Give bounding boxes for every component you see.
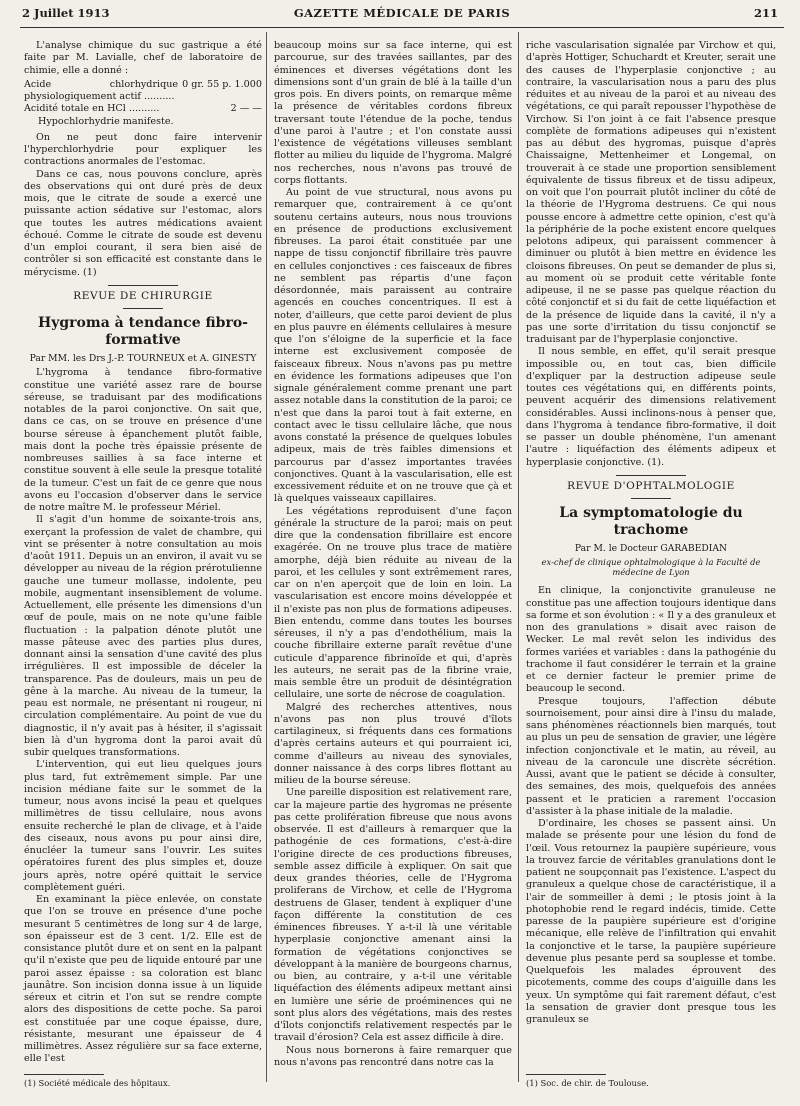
section-heading-ophtalmologie: REVUE D'OPHTALMOLOGIE	[567, 479, 735, 492]
table-label: Acidité totale en HCl ..........	[24, 103, 160, 115]
paragraph: Les végétations reproduisent d'une façon générale la structure de la paroi; mais on peut dire que la condensation fibrillaire est encore exagérée. On ne trouve plus trace de matière amorphe, déjà bien réduite au niveau de la paroi, et les cellules y sont extrêmement rares, car on n'en aperçoit que de loin en loin. La vascularisation est encore moins développée et il n'existe pas non plus de formations adipeuses. Bien entendu, comme dans toutes les bourses séreuses, il n'y a pas d'endothélium, mais la couche fibrillaire externe paraît revêtue d'une cuticule d'apparence fibrinoïde et qui, d'après les auteurs, ne serait pas de la fibrine vraie, mais semble être un produit de désintégration cellulaire, une sorte de nécrose de coagulation.	[274, 505, 512, 701]
article-byline: Par MM. les Drs J.-P. TOURNEUX et A. GINESTY	[29, 353, 257, 364]
paragraph: L'intervention, qui eut lieu quelques jours plus tard, fut extrêmement simple. Par une incision médiane faite sur le sommet de la tumeur, nous avons incisé la peau et quelques millimètres de tissu cellulaire, nous avons ensuite recherché le plan de clivage, et à l'aide des ciseaux, nous avons pu pour ainsi dire, énucléer la tumeur sans l'ouvrir. Les suites opératoires furent des plus simples et, douze jours après, notre opéré quittait le service complètement guéri.	[24, 759, 262, 893]
paragraph: D'ordinaire, les choses se passent ainsi. Un malade se présente pour une lésion du fond de l'œil. Vous retournez la paupière supérieure, vous la trouvez farcie de véritables granulations dont le patient ne soupçonnait pas l'existence. L'aspect du granuleux a quelque chose de caractéristique, il a l'air de sommeiller à demi ; le ptosis joint à la photophobie rend le regard indécis, timide. Cette paresse de la paupière supérieure est d'origine mécanique, elle relève de l'infiltration qui envahit la conjonctive et le tarse, la paupière supérieure devenue plus pesante perd sa souplesse et tombe. Quelquefois les malades éprouvent des picotements, comme des coups d'aiguille dans les yeux. Un symptôme qui fait rarement défaut, c'est la sensation de gravier dont presque tous les granuleux se	[526, 818, 776, 1025]
footnote-col-1	[24, 1074, 262, 1088]
footnote-rule	[24, 1074, 104, 1075]
table-value	[178, 116, 262, 128]
gastric-analysis-table	[24, 79, 262, 128]
section-rule	[123, 308, 163, 309]
author-affiliation: ex-chef de clinique ophtalmologique à la Faculté de médecine de Lyon	[541, 557, 761, 578]
paragraph: Il s'agit d'un homme de soixante-trois ans, exerçant la profession de valet de chambre, qui vint se présenter à notre consultation au mois d'août 1911. Depuis un an environ, il avait vu se développer au niveau de la région prérotulienne gauche une tumeur mollasse, indolente, peu mobile, augmentant insensiblement de volume. Actuellement, elle présente les dimensions d'un œuf de poule, mais on ne note qu'une faible fluctuation : la palpation dénote plutôt une masse pâteuse avec des parties plus dures, donnant ainsi la sensation d'une cavité des plus irrégulières. Il est impossible de déceler la transparence. Pas de douleurs, mais un peu de gêne à la marche. Au niveau de la tumeur, la peau est normale, ne présentant ni rougeur, ni circulation complémentaire. Au point de vue du diagnostic, il n'y avait pas à hésiter, il s'agissait bien là d'un hygroma dont la paroi avait dû subir quelques transformations.	[24, 514, 262, 758]
article-title-trachome: La symptomatologie du trachome	[559, 505, 743, 538]
table-value: 2 — —	[230, 103, 262, 115]
table-label: Hypochlorhydrie manifeste.	[38, 115, 174, 127]
paragraph: Malgré des recherches attentives, nous n'avons pas non plus trouvé d'îlots cartilagineux, si fréquents dans ces formations d'après certains auteurs et qui pourraient ici, comme d'ailleurs au niveau des synoviales, donner naissance à des corps libres flottant au milieu de la bourse séreuse.	[274, 701, 512, 786]
column-1	[24, 40, 262, 1066]
footnote: (1) Société médicale des hôpitaux.	[24, 1078, 171, 1088]
paragraph: Dans ce cas, nous pouvons conclure, après des observations qui ont duré près de deux mois, que le citrate de soude a exercé une puissante action sédative sur l'estomac, alors que toutes les autres médications avaient échoué. Comme le citrate de soude est devenu d'un emploi courant, il sera bien aisé de contrôler si son efficacité est constante dans le mérycisme. (1)	[24, 168, 262, 278]
gastric-analysis-intro: L'analyse chimique du suc gastrique a été faite par M. Lavialle, chef de laboratoire de chimie, elle a donné :	[24, 40, 262, 76]
table-row	[24, 79, 262, 104]
table-row	[24, 103, 262, 115]
paragraph: Une pareille disposition est relativement rare, car la majeure partie des hygromas ne présente pas cette prolifération fibreuse que nous avons observée. Il est d'ailleurs à remarquer que la pathogénie de ces formations, c'est-à-dire l'origine directe de ces productions fibreuses, semble assez difficile à expliquer. On sait que deux grandes théories, celle de l'Hygroma proliferans de Virchow, et celle de l'Hygroma destruens de Glaser, tendent à expliquer d'une façon différente la constitution de ces éminences fibreuses. Y a-t-il là une véritable hyperplasie conjonctive amenant ainsi la formation de végétations conjonctives se développant à la manière de bourgeons charnus, ou bien, au contraire, y a-t-il une véritable liquéfaction des éléments adipeux mettant ainsi en lumière une série de proéminences qui ne sont plus alors des végétations, mais des restes d'îlots conjonctifs relativement respectés par le travail d'érosion? Cela est assez difficile à dire.	[274, 787, 512, 1044]
paragraph: Presque toujours, l'affection débute sournoisement, pour ainsi dire à l'insu du malade, sans phénomènes réactionnels bien marqués, tout au plus un peu de sensation de gravier, une légère infection conjonctivale et le matin, au réveil, au niveau de la caroncule une discrète sécrétion. Aussi, avant que le patient se décide à consulter, des semaines, des mois, quelquefois des années passent et le praticien a rarement l'occasion d'assister à la phase initiale de la maladie.	[526, 695, 776, 817]
table-value: 0 gr. 55 p. 1.000	[182, 78, 262, 90]
paragraph: Au point de vue structural, nous avons pu remarquer que, contrairement à ce qu'ont soutenu certains auteurs, nous nous trouvions en présence de productions exclusivement fibreuses. La paroi était constituée par une nappe de tissu conjonctif fibrillaire très pauvre en cellules conjonctives : ces faisceaux de fibres ne semblent pas répartis d'une façon désordonnée, mais paraissent au contraire agencés en couches concentriques. Il est à noter, d'ailleurs, que cette paroi devient de plus en plus pauvre en éléments cellulaires à mesure que l'on s'éloigne de la superficie et la face interne est exclusivement composée de faisceaux fibreux. Nous n'avons pas pu mettre en évidence les formations adipeuses que l'on signale généralement comme prenant une part assez notable dans la constitution de la paroi; ce n'est que dans la paroi tout à fait externe, en contact avec le tissu cellulaire lâche, que nous avons constaté la présence de quelques lobules adipeux, mais de très faibles dimensions et parcourus par d'assez importantes travées conjonctives. Quant à la vascularisation, elle est excessivement réduite et on ne trouve que çà et là quelques vaisseaux capillaires.	[274, 187, 512, 505]
footnote: (1) Soc. de chir. de Toulouse.	[526, 1078, 649, 1088]
table-label: Acide chlorhydrique physiologiquement actif ..........	[24, 78, 179, 102]
paragraph: L'hygroma à tendance fibro-formative constitue une variété assez rare de bourse séreuse, se traduisant par des modifications notables de la paroi conjonctive. On sait que, dans ce cas, on se trouve en présence d'une bourse séreuse à épanchement plutôt faible, mais dont la poche très épaissie présente de nombreuses saillies à sa face interne et constitue souvent à elle seule la presque totalité de la tumeur. C'est un fait de ce genre que nous avons eu l'occasion d'observer dans le service de notre maître M. le professeur Mériel.	[24, 367, 262, 513]
paragraph: Nous nous bornerons à faire remarquer que nous n'avons pas rencontré dans notre cas la	[274, 1044, 512, 1068]
page-number: 211	[753, 6, 778, 20]
paragraph: En clinique, la conjonctivite granuleuse ne constitue pas une affection toujours identique dans sa forme et son évolution : « Il y a des granuleux et non des granulations » disait avec raison de Wecker. Le mal revêt selon les individus des formes variées et variables : dans la pathogénie du trachome il faut considérer le terrain et la graine et ce dernier facteur le premier prime de beaucoup le second.	[526, 585, 776, 695]
page-header	[22, 6, 782, 24]
section-rule	[631, 498, 671, 499]
paragraph: En examinant la pièce enlevée, on constate que l'on se trouve en présence d'une poche mesurant 5 centimètres de long sur 4 de large, son épaisseur est de 3 cent. 1/2. Elle est de consistance plutôt dure et on sent en la palpant qu'il n'existe que peu de liquide entouré par une paroi assez épaisse : sa coloration est blanc jaunâtre. Son incision donna issue à un liquide séreux et citrin et l'on sut se rendre compte alors des dispositions de cette poche. Sa paroi est constituée par une coque épaisse, dure, résistante, mesurant une épaisseur de 4 millimètres. Assez régulière sur sa face externe, elle l'est	[24, 894, 262, 1065]
issue-date: 2 Juillet 1913	[22, 6, 110, 20]
header-rule	[20, 27, 784, 28]
article-byline: Par M. le Docteur GARABEDIAN	[574, 543, 728, 554]
column-divider-2	[518, 32, 519, 1082]
paragraph: On ne peut donc faire intervenir l'hyperchlorhydrie pour expliquer les contractions anormales de l'estomac.	[24, 131, 262, 168]
section-rule	[108, 285, 178, 286]
paragraph: Il nous semble, en effet, qu'il serait presque impossible ou, en tout cas, bien difficile d'expliquer par la destruction adipeuse seule toutes ces végétations qui, en différents points, peuvent acquérir des dimensions relativement considérables. Aussi inclinons-nous à penser que, dans l'hygroma à tendance fibro-formative, il doit se passer un double phénomène, l'un amenant l'autre : liquéfaction des éléments adipeux et hyperplasie conjonctive. (1).	[526, 346, 776, 468]
paragraph: beaucoup moins sur sa face interne, qui est parcourue, sur des travées saillantes, par des éminences et diverses végétations dont les dimensions sont d'un grain de blé à la taille d'un gros pois. En divers points, on remarque même la présence de véritables cordons fibreux traversant toute l'étendue de la poche, tendus d'une paroi à l'autre ; et l'on constate aussi l'existence de végétations villeuses semblant flotter au milieu du liquide de l'hygroma. Malgré nos recherches, nous n'avons pas trouvé de corps flottants.	[274, 40, 512, 186]
footnote-col-3	[526, 1074, 776, 1088]
article-title-hygroma: Hygroma à tendance fibro-formative	[38, 315, 248, 348]
column-3	[526, 40, 776, 1026]
column-2	[274, 40, 512, 1069]
footnote-rule	[526, 1074, 606, 1075]
table-row	[24, 116, 262, 128]
paragraph: riche vascularisation signalée par Virchow et qui, d'après Hottiger, Schuchardt et Kreuter, serait une des causes de l'hyperplasie conjonctive ; au contraire, la vascularisation nous a paru des plus réduites et au niveau de la paroi et au niveau des végétations, ce qui paraît repousser l'hypothèse de Virchow. Si l'on joint à ce fait l'absence presque complète de formations adipeuses qui n'existent pas au début des hygromas, puisque d'après Chaissaigne, Mettenheimer et Longemal, on trouverait à ce stade une proportion sensiblement équivalente de tissus fibreux et de tissu adipeux, on voit que l'on pourrait plutôt incliner du côté de la théorie de l'Hygroma destruens. Ce qui nous pousse encore à admettre cette opinion, c'est qu'à la périphérie de la poche existent encore quelques pelotons adipeux, qui paraissent commencer à diminuer ou plutôt à bien mettre en évidence les cloisons fibreuses. On peut se demander de plus si, au moment où se produit cette véritable fonte adipeuse, il ne se passe pas quelque réaction du côté conjonctif et si du fait de cette liquéfaction et de la présence de liquide dans la cavité, il n'y a pas une sorte d'irritation du tissu conjonctif se traduisant par de l'hyperplasie conjonctive.	[526, 40, 776, 345]
section-heading-chirurgie: REVUE DE CHIRURGIE	[73, 289, 213, 302]
journal-title: GAZETTE MÉDICALE DE PARIS	[293, 6, 511, 20]
section-rule	[616, 475, 686, 476]
column-divider-1	[266, 32, 267, 1082]
